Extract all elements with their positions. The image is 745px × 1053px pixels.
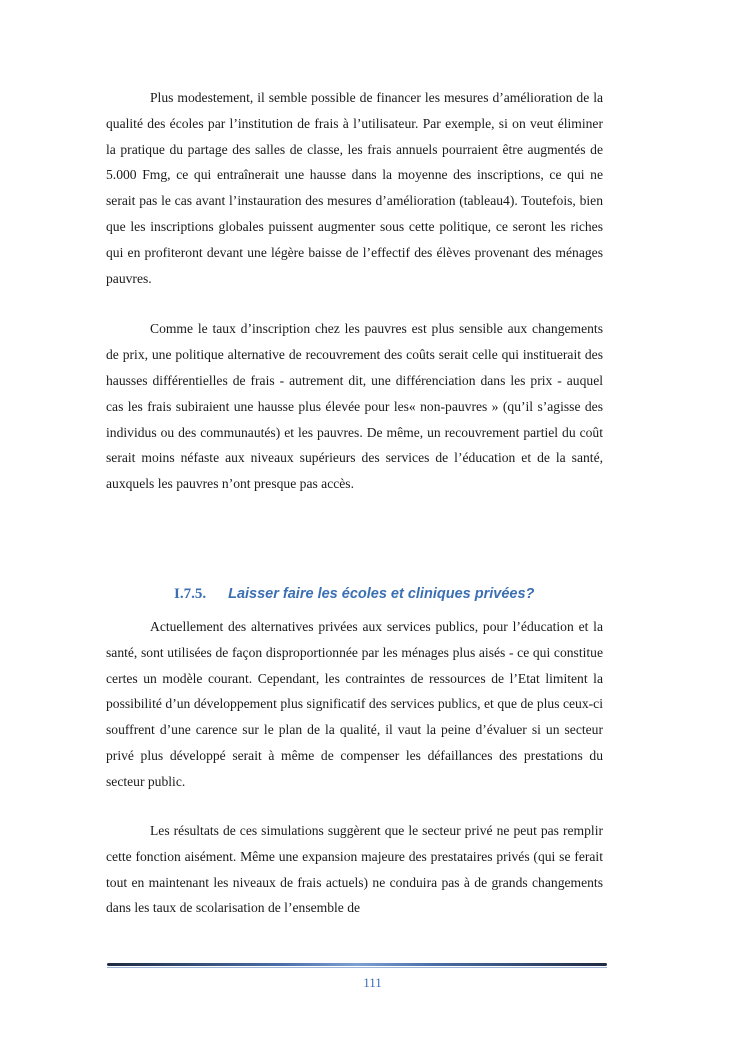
- section-heading: [174, 584, 534, 604]
- section-number: I.7.5.: [174, 586, 207, 602]
- paragraph-1: Plus modestement, il semble possible de financer les mesures d’amélioration de la qualité des écoles par l’institution de frais à l’utilisateur. Par exemple, si on veut éliminer la pratique du partage des salles de classe, les frais annuels pourraient être augmentés de 5.000 Fmg, ce qui entraînerait une hausse dans la moyenne des inscriptions, ce qui ne serait pas le cas avant l’instauration des mesures d’amélioration (tableau4). Toutefois, bien que les inscriptions globales puissent augmenter sous cette politique, ce seront les riches qui en profiteront devant une légère baisse de l’effectif des élèves provenant des ménages pauvres.: [106, 90, 603, 286]
- footer-divider-line: [107, 967, 607, 968]
- paragraph-3: Actuellement des alternatives privées aux services publics, pour l’éducation et la santé, sont utilisées de façon disproportionnée par les ménages plus aisés - ce qui constitue certes un modèle courant. Cependant, les contraintes de ressources de l’Etat limitent la possibilité d’un développement plus significatif des services publics, et que de plus ceux-ci souffrent d’une carence sur le plan de la qualité, il vaut la peine d’évaluer si un secteur privé plus développé serait à même de compenser les défaillances des prestations du secteur public.: [106, 619, 603, 789]
- paragraph-gap: [106, 291, 603, 316]
- body-text-bottom: [106, 818, 603, 921]
- paragraph-4: Les résultats de ces simulations suggèrent que le secteur privé ne peut pas remplir cette fonction aisément. Même une expansion majeure des prestataires privés (qui se ferait tout en maintenant les niveaux de frais actuels) ne conduira pas à de grands changements dans les taux de scolarisation de l’ensemble de: [106, 823, 603, 916]
- paragraph-2: Comme le taux d’inscription chez les pauvres est plus sensible aux changements de prix, une politique alternative de recouvrement des coûts serait celle qui instituerait des hausses différentielles de frais - autrement dit, une différenciation dans les prix - auquel cas les frais subiraient une hausse plus élevée pour les« non-pauvres » (qu’il s’agisse des individus ou des communautés) et les pauvres. De même, un recouvrement partiel du coût serait moins néfaste aux niveaux supérieurs des services de l’éducation et de la santé, auxquels les pauvres n’ont presque pas accès.: [106, 321, 603, 492]
- body-text-top: [106, 85, 603, 497]
- body-text-section: [106, 614, 603, 795]
- page-number: 111: [363, 975, 382, 990]
- footer-divider: [107, 963, 607, 966]
- section-title: Laisser faire les écoles et cliniques privées?: [228, 586, 535, 602]
